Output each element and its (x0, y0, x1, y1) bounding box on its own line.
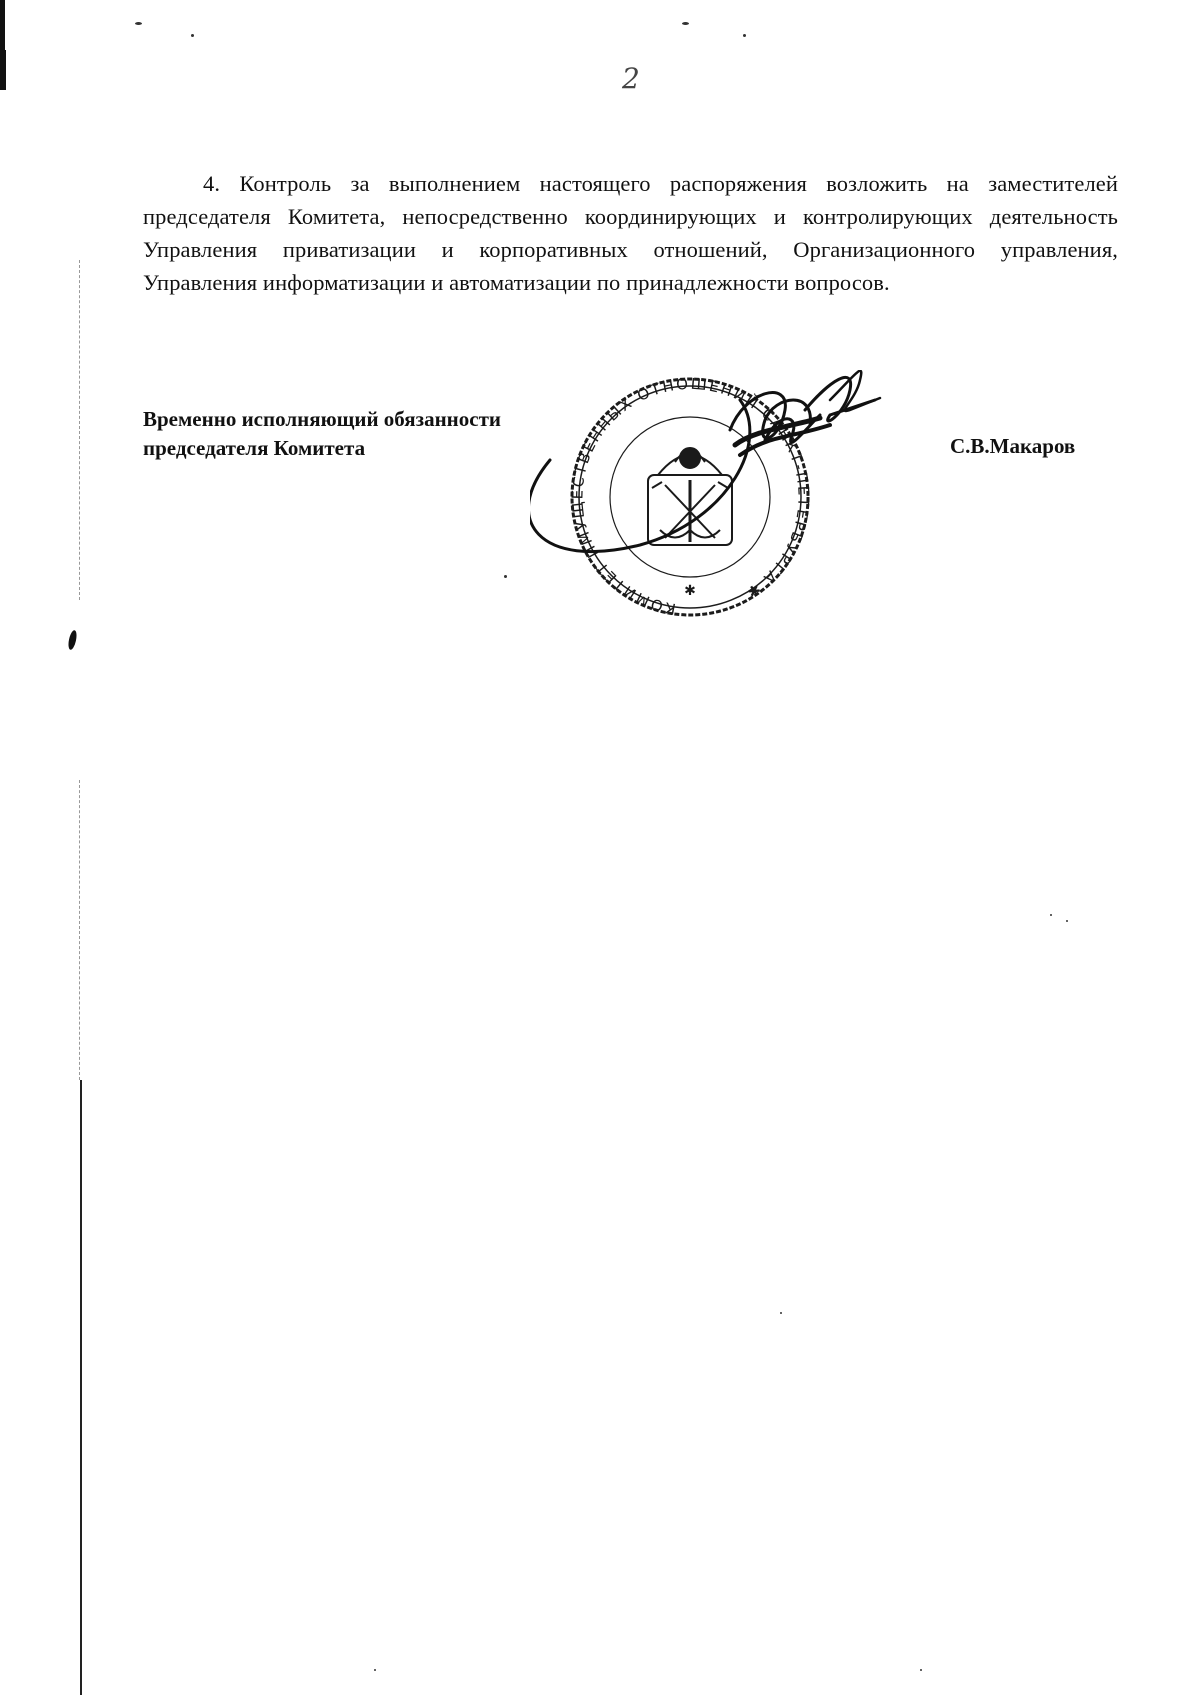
scan-speck (1066, 920, 1068, 922)
scan-edge-dotted-line (79, 260, 81, 600)
scan-speck (743, 34, 746, 37)
svg-text:✱: ✱ (684, 583, 696, 599)
body-paragraph: 4. Контроль за выполнением настоящего распоряжения возложить на заместителей председателя Комитета, непосредственно координирующих и контролирующих деятельность Управления приватизации и корпоративных отношений, Организационного управления, Управления информатизации и автоматизации по принадлежности вопросов. (143, 170, 1118, 295)
seal-graphic (530, 370, 950, 640)
signer-title-line-2: председателя Комитета (143, 436, 366, 460)
official-seal (530, 370, 950, 640)
scan-speck (920, 1669, 922, 1671)
signer-name: С.В.Макаров (950, 434, 1076, 458)
scan-speck (504, 575, 507, 578)
scan-speck (1050, 914, 1052, 916)
scan-speck (682, 22, 689, 25)
scan-speck (374, 1669, 376, 1671)
page-number: 2 (622, 62, 640, 95)
signer-title-line-1: Временно исполняющий обязанности (143, 407, 502, 431)
scan-speck (135, 22, 142, 25)
seal-outer-lettering: КОМИТЕТ ИМУЩЕСТВЕННЫХ ОТНОШЕНИЙ САНКТ-ПЕТЕРБУРГА ✱ (568, 374, 813, 619)
scan-ink-blot (67, 629, 78, 650)
scan-edge-ticks (2, 50, 12, 90)
scan-edge-line (80, 1080, 82, 1695)
scan-speck (780, 1312, 782, 1314)
scan-speck (191, 34, 194, 37)
scan-edge-dotted-line (79, 780, 81, 1080)
